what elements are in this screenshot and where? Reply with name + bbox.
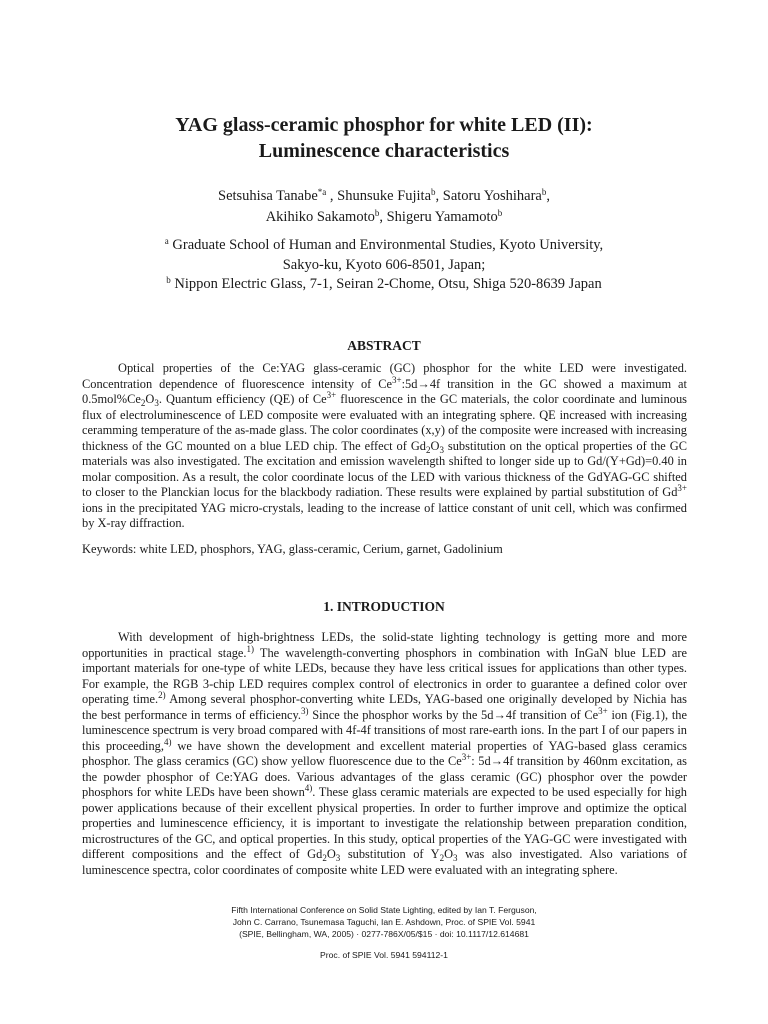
abstract-text: . Quantum efficiency (QE) of Ce xyxy=(158,392,327,406)
intro-text: : 5d xyxy=(471,754,491,768)
author-name: , Satoru Yoshihara xyxy=(435,188,542,204)
affil-mark: b xyxy=(166,275,171,285)
keywords: Keywords: white LED, phosphors, YAG, glass-ceramic, Cerium, garnet, Gadolinium xyxy=(82,542,503,556)
author-name: , Shigeru Yamamoto xyxy=(379,209,498,225)
footer-line-3: (SPIE, Bellingham, WA, 2005) · 0277-786X/05/$15 · doi: 10.1117/12.614681 xyxy=(239,929,529,939)
affil-text: Nippon Electric Glass, 7-1, Seiran 2-Chome, Otsu, Shiga 520-8639 Japan xyxy=(170,276,602,292)
superscript: 3+ xyxy=(392,374,402,385)
intro-text: we have shown the development and excellent material properties of YAG-based glass ceramics phosphor. The glass ceramics (GC) show yellow fluorescence due to the Ce xyxy=(82,738,687,768)
abstract-paragraph xyxy=(82,361,687,532)
abstract-heading: ABSTRACT xyxy=(347,338,421,353)
abstract-text: substitution on the optical properties of the GC materials was also investigated. The excitation and emission wavelength shifted to longer side up to Gd/(Y+Gd)=0.40 in molar composition. As a result, the color coordinate locus of the LED with various thickness of the GdYAG-GC shifted to closer to the Planckian locus for the blackbody radiation. These results were explained by partial substitution of Gd xyxy=(82,438,687,499)
intro-text: . These glass ceramic materials are expected to be used especially for high power applications because of their excellent physical properties. In order to further improve and optimize the optical properties and luminescence efficiency, it is important to investigate the relationship between preparation condition, microstructures of the GC, and optical properties. In this study, optical properties of the YAG-GC were investigated with different compositions and the effect of Gd xyxy=(82,785,687,861)
author-line-1 xyxy=(0,186,768,207)
superscript: 3+ xyxy=(677,483,687,493)
paper-title xyxy=(0,112,768,164)
intro-text: O xyxy=(326,847,336,861)
title-line-2: Luminescence characteristics xyxy=(258,140,510,162)
subscript: 2 xyxy=(425,444,431,455)
intro-text: ion (Fig.1), the luminescence spectrum is very broad compared with 4f-4f transitions of most rare-earth ions. In the part I of our papers in this proceeding, xyxy=(82,707,687,753)
subscript: 3 xyxy=(335,853,341,863)
subscript: 3 xyxy=(154,398,159,408)
abstract-text: O xyxy=(430,438,440,453)
author-affil-mark: b xyxy=(541,187,547,197)
introduction-paragraph xyxy=(82,630,687,878)
author-line-2 xyxy=(0,207,768,228)
author-name: Setsuhisa Tanabe xyxy=(218,188,318,204)
intro-text: With development of high-brightness LEDs, the solid-state lighting technology is getting more and more opportunities in practical stage. xyxy=(82,630,687,660)
intro-text: 4f transition of Ce xyxy=(505,707,599,722)
footer-line-2: John C. Carrano, Tsunemasa Taguchi, Ian E. Ashdown, Proc. of SPIE Vol. 5941 xyxy=(232,917,536,927)
author-name: , Shunsuke Fujita xyxy=(326,188,432,204)
abstract-text: Optical properties of the Ce:YAG glass-ceramic (GC) phosphor for the white LED were investigated. Concentration dependence of fluorescence intensity of Ce xyxy=(82,361,687,391)
author-affil-mark: *a xyxy=(317,187,327,197)
affiliations xyxy=(0,236,768,295)
intro-text: substitution of Y xyxy=(340,847,440,861)
abstract-text: ions in the precipitated YAG micro-crystals, leading to the increase of lattice constant of unit cell, which was confirmed by X-ray diffraction. xyxy=(82,500,687,530)
subscript: 2 xyxy=(439,853,445,863)
arrow-symbol: → xyxy=(493,707,506,722)
affiliation-a-cont: Sakyo-ku, Kyoto 606-8501, Japan; xyxy=(282,256,486,273)
affil-mark: a xyxy=(164,236,169,246)
author-affil-mark: b xyxy=(431,187,436,197)
reference-mark: 4) xyxy=(304,783,313,793)
author-list xyxy=(0,186,768,228)
reference-mark: 2) xyxy=(158,690,166,700)
abstract-text: :5d xyxy=(401,376,418,391)
affil-text: Graduate School of Human and Environmental Studies, Kyoto University, xyxy=(168,237,604,253)
superscript: 3+ xyxy=(326,390,337,400)
superscript: 3+ xyxy=(461,752,472,762)
abstract-text: O xyxy=(145,392,155,406)
reference-mark: 1) xyxy=(246,643,255,654)
author-affil-mark: b xyxy=(497,208,503,218)
affiliation-a xyxy=(0,236,768,256)
subscript: 2 xyxy=(140,398,146,408)
intro-text: was also investigated. Also variations of luminescence spectra, color coordinates of composite white LED were evaluated with an integrating sphere. xyxy=(82,847,687,877)
subscript: 3 xyxy=(439,444,444,455)
intro-text: 4f transition by 460nm excitation, as the powder phosphor of Ce:YAG does. Various advantages of the glass ceramic (GC) phosphor over the powder phosphors for white LEDs have been shown xyxy=(82,754,687,799)
introduction-heading: 1. INTRODUCTION xyxy=(323,599,445,614)
conference-footer xyxy=(0,904,768,940)
author-affil-mark: b xyxy=(374,208,380,218)
intro-text: O xyxy=(444,847,454,861)
footer-line-1: Fifth International Conference on Solid State Lighting, edited by Ian T. Ferguson, xyxy=(231,905,537,915)
arrow-symbol: → xyxy=(490,754,504,768)
subscript: 2 xyxy=(322,853,327,863)
superscript: 3+ xyxy=(598,705,608,716)
abstract-text: fluorescence in the GC materials, the color coordinate and luminous flux of electroluminescence of LED composite were evaluated with an integrating sphere. QE increased with increasing ceramming temperature of the as-made glass. The color coordinates (x,y) of the composite were increased with increasing thickness of the GC mounted on a blue LED chip. The effect of Gd xyxy=(82,392,687,453)
intro-text: Since the phosphor works by the 5d xyxy=(308,707,494,722)
intro-text: Among several phosphor-converting white LEDs, YAG-based one originally developed by Nichia has the best performance in terms of efficiency. xyxy=(82,692,688,722)
title-line-1: YAG glass-ceramic phosphor for white LED (II): xyxy=(175,114,593,136)
author-name: Akihiko Sakamoto xyxy=(265,209,375,225)
page-number: Proc. of SPIE Vol. 5941 594112-1 xyxy=(320,950,448,960)
author-sep: , xyxy=(546,188,550,204)
reference-mark: 4) xyxy=(163,736,172,747)
reference-mark: 3) xyxy=(301,705,309,716)
arrow-symbol: → xyxy=(417,376,430,391)
affiliation-b xyxy=(0,275,768,295)
subscript: 3 xyxy=(453,853,458,863)
intro-text: The wavelength-converting phosphors in combination with InGaN blue LED are important materials for one-type of white LEDs, because they have less critical issues for applications than other types. For example, the RGB 3-chip LED requires complex control of electronics in order to guarantee a defined color over operating time. xyxy=(82,645,687,706)
abstract-text: 4f transition in the GC showed a maximum at 0.5mol%Ce xyxy=(82,376,687,406)
